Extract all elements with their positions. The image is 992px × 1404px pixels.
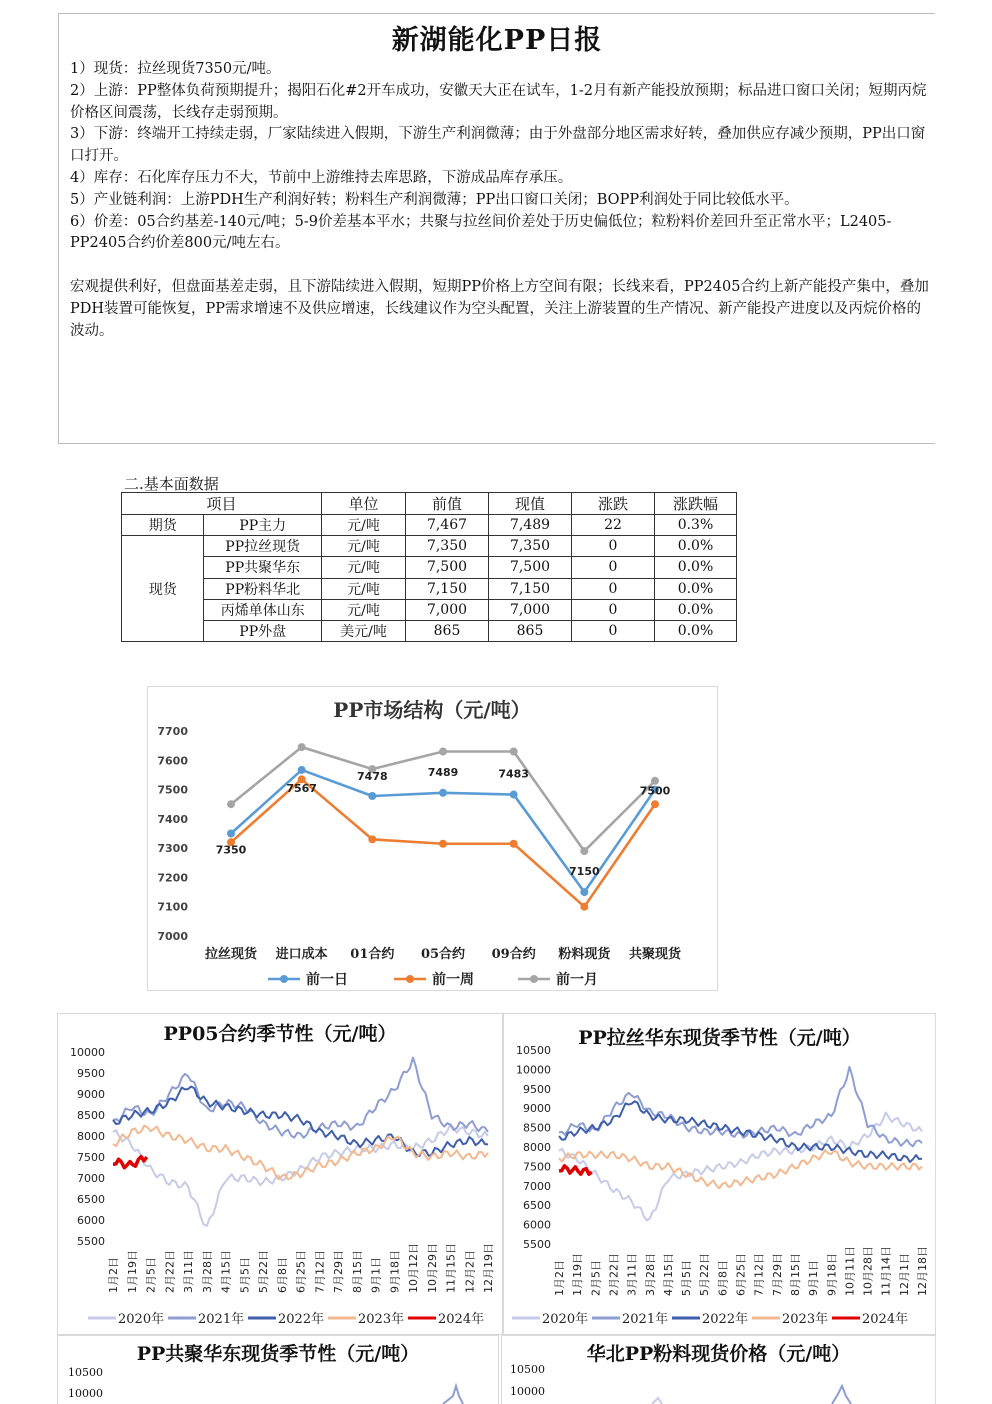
cell-item: PP拉丝现货 — [204, 536, 322, 557]
legend-label: 2023年 — [782, 1312, 829, 1327]
table-row — [122, 578, 737, 599]
x-tick-label: 10月28日 — [861, 1246, 875, 1296]
report-line-inventory: 4）库存：石化库存压力不大，节前中上游维持去库思路，下游成品库存承压。 — [70, 169, 573, 186]
y-tick-label: 8500 — [77, 1109, 105, 1122]
x-tick-label: 1月19日 — [125, 1250, 139, 1293]
x-tick-label: 3月28日 — [643, 1253, 657, 1296]
x-tick-label: 7月12日 — [313, 1250, 327, 1293]
y-tick-label: 10000 — [70, 1046, 105, 1059]
table-row — [122, 557, 737, 578]
cell-item: PP主力 — [204, 515, 322, 536]
y-tick-label: 5500 — [77, 1235, 105, 1248]
cell-change: 0 — [572, 599, 655, 620]
series-line — [559, 1166, 592, 1174]
y-tick-label: 9000 — [77, 1088, 105, 1101]
x-tick-label: 8月15日 — [788, 1253, 802, 1296]
report-body — [70, 59, 930, 342]
chart-title: PP共聚华东现货季节性（元/吨） — [136, 1343, 420, 1365]
x-tick-label: 4月15日 — [661, 1253, 675, 1296]
y-tick-label: 9500 — [523, 1082, 551, 1096]
report-line-upstream: 2）上游：PP整体负荷预期提升；揭阳石化#2开车成功，安徽天大正在试车，1-2月有新产能投放预期；标品进口窗口关闭；短期丙烷价格区间震荡，长线存走弱预期。 — [70, 82, 927, 121]
cell-unit: 美元/吨 — [322, 620, 406, 641]
cell-curr: 7,500 — [489, 557, 572, 578]
cell-prev: 7,000 — [406, 599, 489, 620]
data-label: 7489 — [427, 765, 459, 779]
report-line-downstream: 3）下游：终端开工持续走弱，厂家陆续进入假期，下游生产利润微薄；由于外盘部分地区需求好转，叠加供应存减少预期，PP出口窗口打开。 — [70, 126, 926, 165]
x-tick-label: 12月2日 — [463, 1250, 477, 1293]
x-tick-label: 2月22日 — [607, 1253, 621, 1296]
y-tick-label: 6000 — [77, 1214, 105, 1227]
y-tick-label: 10500 — [516, 1044, 551, 1057]
cell-unit: 元/吨 — [322, 599, 406, 620]
x-tick-label: 05合约 — [420, 947, 466, 962]
data-point — [510, 840, 518, 848]
x-tick-label: 5月5日 — [680, 1260, 694, 1296]
y-tick-label: 7000 — [157, 930, 188, 943]
chart-title: PP市场结构（元/吨） — [333, 698, 531, 722]
legend-label: 2024年 — [862, 1312, 909, 1327]
cell-change: 0 — [572, 578, 655, 599]
x-tick-label: 10月29日 — [425, 1243, 439, 1293]
fundamentals-section-title: 二.基本面数据 — [124, 475, 219, 493]
data-point — [227, 830, 235, 838]
series-line — [113, 1124, 488, 1226]
legend-label: 2022年 — [702, 1312, 749, 1327]
x-tick-label: 12月19日 — [482, 1243, 495, 1293]
table-row — [122, 599, 737, 620]
header-change: 涨跌 — [572, 493, 655, 515]
data-point — [298, 743, 306, 751]
series-line — [113, 1087, 488, 1157]
y-tick-label: 7200 — [157, 871, 188, 885]
data-point — [368, 835, 376, 843]
series-line — [113, 1058, 488, 1138]
cell-prev: 7,467 — [406, 515, 489, 536]
group-spot: 现货 — [122, 536, 204, 642]
x-tick-label: 10月11日 — [843, 1246, 857, 1296]
x-tick-label: 6月8日 — [275, 1257, 289, 1293]
y-tick-label: 7400 — [157, 812, 188, 826]
legend-label: 2021年 — [198, 1312, 245, 1327]
market-structure-chart — [147, 686, 718, 991]
y-tick-label: 10500 — [510, 1363, 545, 1376]
y-tick-label: 9000 — [523, 1102, 551, 1116]
data-point — [439, 840, 447, 848]
cell-pct: 0.0% — [655, 536, 737, 557]
cell-unit: 元/吨 — [322, 578, 406, 599]
x-tick-label: 9月18日 — [825, 1253, 839, 1296]
legend-label: 2020年 — [118, 1312, 165, 1327]
y-tick-label: 7500 — [157, 783, 188, 797]
cell-prev: 7,350 — [406, 536, 489, 557]
data-label: 7500 — [639, 784, 671, 798]
x-tick-label: 9月18日 — [388, 1250, 402, 1293]
report-macro-view: 宏观提供利好，但盘面基差走弱，且下游陆续进入假期，短期PP价格上方空间有限；长线来看，PP2405合约上新产能投产集中，叠加PDH装置可能恢复，PP需求增速不及供应增速，长线建议作为空头配置，关注上游装置的生产情况、新产能投产进度以及丙烷价格的波动。 — [70, 278, 929, 339]
cell-pct: 0.0% — [655, 578, 737, 599]
pp-drawn-seasonal-chart — [503, 1013, 936, 1335]
legend-label: 前一日 — [306, 972, 348, 988]
cell-change: 0 — [572, 557, 655, 578]
data-point — [651, 800, 659, 808]
y-tick-label: 10000 — [68, 1387, 103, 1400]
legend-label: 前一周 — [432, 972, 474, 988]
partial-series-line — [652, 1398, 662, 1404]
x-tick-label: 7月29日 — [332, 1250, 345, 1293]
header-pct: 涨跌幅 — [655, 493, 737, 515]
legend-label: 2021年 — [622, 1312, 669, 1327]
x-tick-label: 11月14日 — [879, 1246, 893, 1296]
legend-label: 2023年 — [358, 1312, 405, 1327]
cell-item: PP共聚华东 — [204, 557, 322, 578]
cell-unit: 元/吨 — [322, 515, 406, 536]
pp05-seasonal-chart — [57, 1013, 503, 1335]
header-item: 项目 — [122, 493, 322, 515]
data-point — [580, 847, 588, 855]
cell-item: 丙烯单体山东 — [204, 599, 322, 620]
data-point — [510, 791, 518, 799]
partial-series-svg — [58, 1336, 498, 1404]
data-point — [227, 800, 235, 808]
y-tick-label: 7700 — [157, 725, 188, 738]
chart-title: PP05合约季节性（元/吨） — [163, 1023, 397, 1045]
x-tick-label: 9月1日 — [807, 1260, 821, 1296]
legend-label: 2024年 — [438, 1312, 485, 1327]
header-prev: 前值 — [406, 493, 489, 515]
cell-prev: 7,150 — [406, 578, 489, 599]
data-label: 7350 — [215, 843, 247, 857]
x-tick-label: 2月5日 — [589, 1260, 603, 1296]
cell-curr: 7,489 — [489, 515, 572, 536]
legend-marker — [530, 975, 538, 983]
header-unit: 单位 — [322, 493, 406, 515]
cell-pct: 0.0% — [655, 599, 737, 620]
report-summary-box — [58, 13, 935, 444]
x-tick-label: 10月12日 — [407, 1243, 420, 1293]
x-tick-label: 7月12日 — [752, 1253, 766, 1296]
data-point — [439, 748, 447, 756]
x-tick-label: 拉丝现货 — [204, 947, 258, 962]
series-line — [559, 1067, 922, 1147]
x-tick-label: 7月29日 — [770, 1253, 784, 1296]
header-curr: 现值 — [489, 493, 572, 515]
table-row — [122, 536, 737, 557]
x-tick-label: 3月11日 — [625, 1253, 639, 1296]
data-label: 7567 — [286, 781, 317, 795]
legend-label: 2020年 — [542, 1312, 589, 1327]
series-line — [113, 1157, 147, 1168]
x-tick-label: 6月25日 — [294, 1250, 308, 1293]
x-tick-label: 3月28日 — [200, 1250, 214, 1293]
table-header-row — [122, 493, 737, 515]
x-tick-label: 6月25日 — [734, 1253, 748, 1296]
data-label: 7478 — [357, 770, 388, 784]
y-tick-label: 7000 — [523, 1179, 551, 1193]
y-tick-label: 7300 — [157, 842, 188, 856]
x-tick-label: 2月5日 — [144, 1257, 158, 1293]
cell-change: 0 — [572, 536, 655, 557]
x-tick-label: 5月22日 — [257, 1250, 270, 1293]
x-tick-label: 6月8日 — [716, 1260, 730, 1296]
cell-prev: 865 — [406, 620, 489, 641]
y-tick-label: 7100 — [157, 900, 188, 914]
x-tick-label: 1月19日 — [571, 1253, 585, 1296]
pp-copolymer-seasonal-chart — [57, 1335, 499, 1404]
cell-curr: 7,350 — [489, 536, 572, 557]
y-tick-label: 6500 — [77, 1193, 105, 1206]
y-tick-label: 6000 — [523, 1218, 551, 1232]
cell-unit: 元/吨 — [322, 536, 406, 557]
legend-label: 2022年 — [278, 1312, 325, 1327]
x-tick-label: 12月18日 — [916, 1246, 929, 1296]
data-point — [298, 766, 306, 774]
cell-unit: 元/吨 — [322, 557, 406, 578]
pp-powder-price-chart — [501, 1335, 936, 1404]
cell-item: PP粉料华北 — [204, 578, 322, 599]
cell-curr: 7,150 — [489, 578, 572, 599]
x-tick-label: 12月1日 — [897, 1253, 911, 1296]
x-tick-label: 8月15日 — [350, 1250, 364, 1293]
x-tick-label: 进口成本 — [275, 947, 328, 962]
data-point — [439, 789, 447, 797]
data-point — [368, 792, 376, 800]
x-tick-label: 11月15日 — [444, 1243, 458, 1293]
report-line-spread: 6）价差：05合约基差-140元/吨；5-9价差基本平水；共聚与拉丝间价差处于历史偏低位；粒粉料价差回升至正常水平；L2405-PP2405合约价差800元/吨左右。 — [70, 213, 892, 252]
pp-drawn-seasonal-svg — [504, 1014, 935, 1334]
x-tick-label: 1月2日 — [553, 1260, 566, 1296]
partial-series-line — [443, 1386, 463, 1404]
cell-curr: 865 — [489, 620, 572, 641]
x-tick-label: 5月5日 — [238, 1257, 252, 1293]
x-tick-label: 2月22日 — [163, 1250, 177, 1293]
legend-label: 前一月 — [556, 972, 598, 988]
y-tick-label: 10000 — [516, 1063, 551, 1077]
table-row — [122, 515, 737, 536]
table-row — [122, 620, 737, 641]
y-tick-label: 7000 — [77, 1172, 105, 1185]
x-tick-label: 4月15日 — [219, 1250, 233, 1293]
data-point — [580, 888, 588, 896]
chart-title: 华北PP粉料现货价格（元/吨） — [586, 1343, 851, 1365]
x-tick-label: 9月1日 — [369, 1257, 383, 1293]
y-tick-label: 8000 — [77, 1130, 105, 1143]
report-line-profit: 5）产业链利润：上游PDH生产利润好转；粉料生产利润微薄；PP出口窗口关闭；BOPP利润处于同比较低水平。 — [70, 191, 799, 208]
cell-pct: 0.0% — [655, 557, 737, 578]
y-tick-label: 8500 — [523, 1121, 551, 1135]
x-tick-label: 09合约 — [491, 947, 536, 962]
legend-marker — [406, 975, 414, 983]
y-tick-label: 9500 — [77, 1067, 105, 1080]
cell-change: 0 — [572, 620, 655, 641]
legend-marker — [280, 975, 288, 983]
x-tick-label: 粉料现货 — [558, 947, 611, 962]
partial-series-line — [832, 1386, 851, 1404]
cell-pct: 0.0% — [655, 620, 737, 641]
data-point — [510, 748, 518, 756]
y-tick-label: 10500 — [68, 1366, 103, 1379]
data-label: 7150 — [569, 865, 600, 879]
y-tick-label: 7500 — [523, 1160, 551, 1174]
chart-title: PP拉丝华东现货季节性（元/吨） — [578, 1027, 861, 1049]
report-title: 新湖能化PP日报 — [391, 25, 603, 56]
report-line-spot: 1）现货：拉丝现货7350元/吨。 — [70, 61, 281, 77]
y-tick-label: 5500 — [523, 1238, 551, 1251]
x-tick-label: 1月2日 — [107, 1257, 120, 1293]
x-tick-label: 01合约 — [350, 947, 395, 962]
y-tick-label: 6500 — [523, 1199, 551, 1213]
y-tick-label: 10000 — [510, 1385, 545, 1398]
y-tick-label: 7500 — [77, 1151, 105, 1164]
cell-curr: 7,000 — [489, 599, 572, 620]
data-label: 7483 — [498, 767, 529, 781]
pp05-seasonal-svg — [58, 1014, 502, 1334]
x-tick-label: 共聚现货 — [628, 947, 682, 962]
partial-series-svg — [502, 1336, 935, 1404]
fundamentals-table — [121, 492, 737, 642]
cell-item: PP外盘 — [204, 620, 322, 641]
cell-pct: 0.3% — [655, 515, 737, 536]
data-point — [580, 903, 588, 911]
group-futures: 期货 — [122, 515, 204, 536]
cell-change: 22 — [572, 515, 655, 536]
x-tick-label: 5月22日 — [698, 1253, 712, 1296]
market-structure-svg — [148, 687, 717, 990]
y-tick-label: 8000 — [523, 1141, 551, 1154]
y-tick-label: 7600 — [157, 754, 188, 768]
series-line — [231, 747, 655, 851]
cell-prev: 7,500 — [406, 557, 489, 578]
x-tick-label: 3月11日 — [182, 1250, 195, 1293]
